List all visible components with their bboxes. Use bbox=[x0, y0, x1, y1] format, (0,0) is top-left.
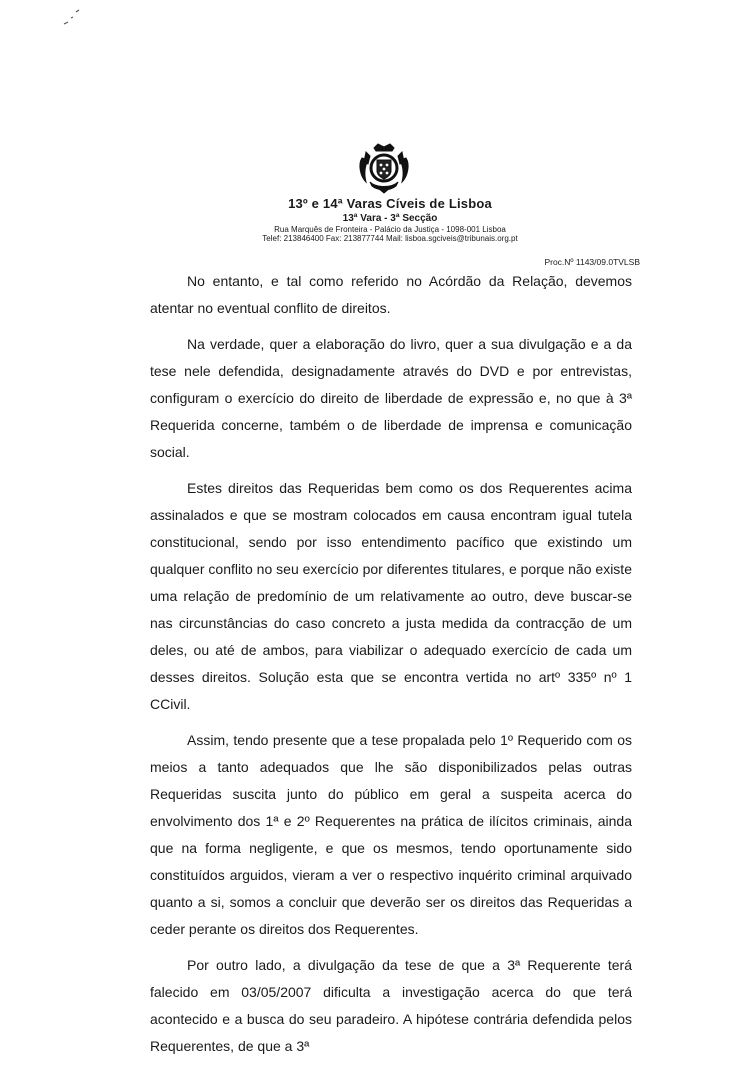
paragraph: No entanto, e tal como referido no Acórdão da Relação, devemos atentar no eventual conflito de direitos. bbox=[150, 273, 632, 316]
coat-of-arms-emblem bbox=[356, 142, 412, 194]
paragraph: Assim, tendo presente que a tese propalada pelo 1º Requerido com os meios a tanto adequados que lhe são disponibilizados pelas outras Requeridas suscita junto do público em geral a suspeita acerca do envolvimento dos 1ª e 2º Requerentes na prática de ilícitos criminais, ainda que na forma negligente, e que os mesmos, tendo oportunamente sido constituídos arguidos, vieram a ver o respectivo inquérito criminal arquivado quanto a si, somos a concluir que deverão ser os direitos das Requeridas a ceder perante os direitos dos Requerentes. bbox=[150, 732, 632, 937]
document-body bbox=[150, 268, 632, 1069]
paragraph: Na verdade, quer a elaboração do livro, quer a sua divulgação e a da tese nele defendida, designadamente através do DVD e por entrevistas, configuram o exercício do direito de liberdade de expressão e, no que à 3ª Requerida concerne, também o de liberdade de imprensa e comunicação social. bbox=[150, 336, 632, 460]
court-section: 13ª Vara - 3ª Secção bbox=[342, 213, 438, 224]
scan-mark bbox=[62, 8, 82, 30]
process-number: Proc.Nº 1143/09.0TVLSB bbox=[544, 257, 640, 267]
paragraph: Por outro lado, a divulgação da tese de que a 3ª Requerente terá falecido em 03/05/2007 dificulta a investigação acerca do que terá acontecido e a busca do seu paradeiro. A hipótese contrária defendida pelos Requerentes, de que a 3ª bbox=[150, 957, 632, 1054]
court-contacts: Telef: 213846400 Fax: 213877744 Mail: lisboa.sgciveis@tribunais.org.pt bbox=[262, 234, 518, 243]
paragraph: Estes direitos das Requeridas bem como os dos Requerentes acima assinalados e que se mostram colocados em causa encontram igual tutela constitucional, sendo por isso entendimento pacífico que existindo um qualquer conflito no seu exercício por diferentes titulares, e porque não existe uma relação de predomínio de um relativamente ao outro, deve buscar-se nas circunstâncias do caso concreto a justa medida da contracção de um deles, ou até de ambos, para viabilizar o adequado exercício de cada um desses direitos. Solução esta que se encontra vertida no artº 335º nº 1 CCivil. bbox=[150, 480, 632, 712]
court-address: Rua Marquês de Fronteira - Palácio da Justiça - 1098-001 Lisboa bbox=[274, 225, 506, 234]
court-name: 13º e 14ª Varas Cíveis de Lisboa bbox=[288, 196, 492, 211]
